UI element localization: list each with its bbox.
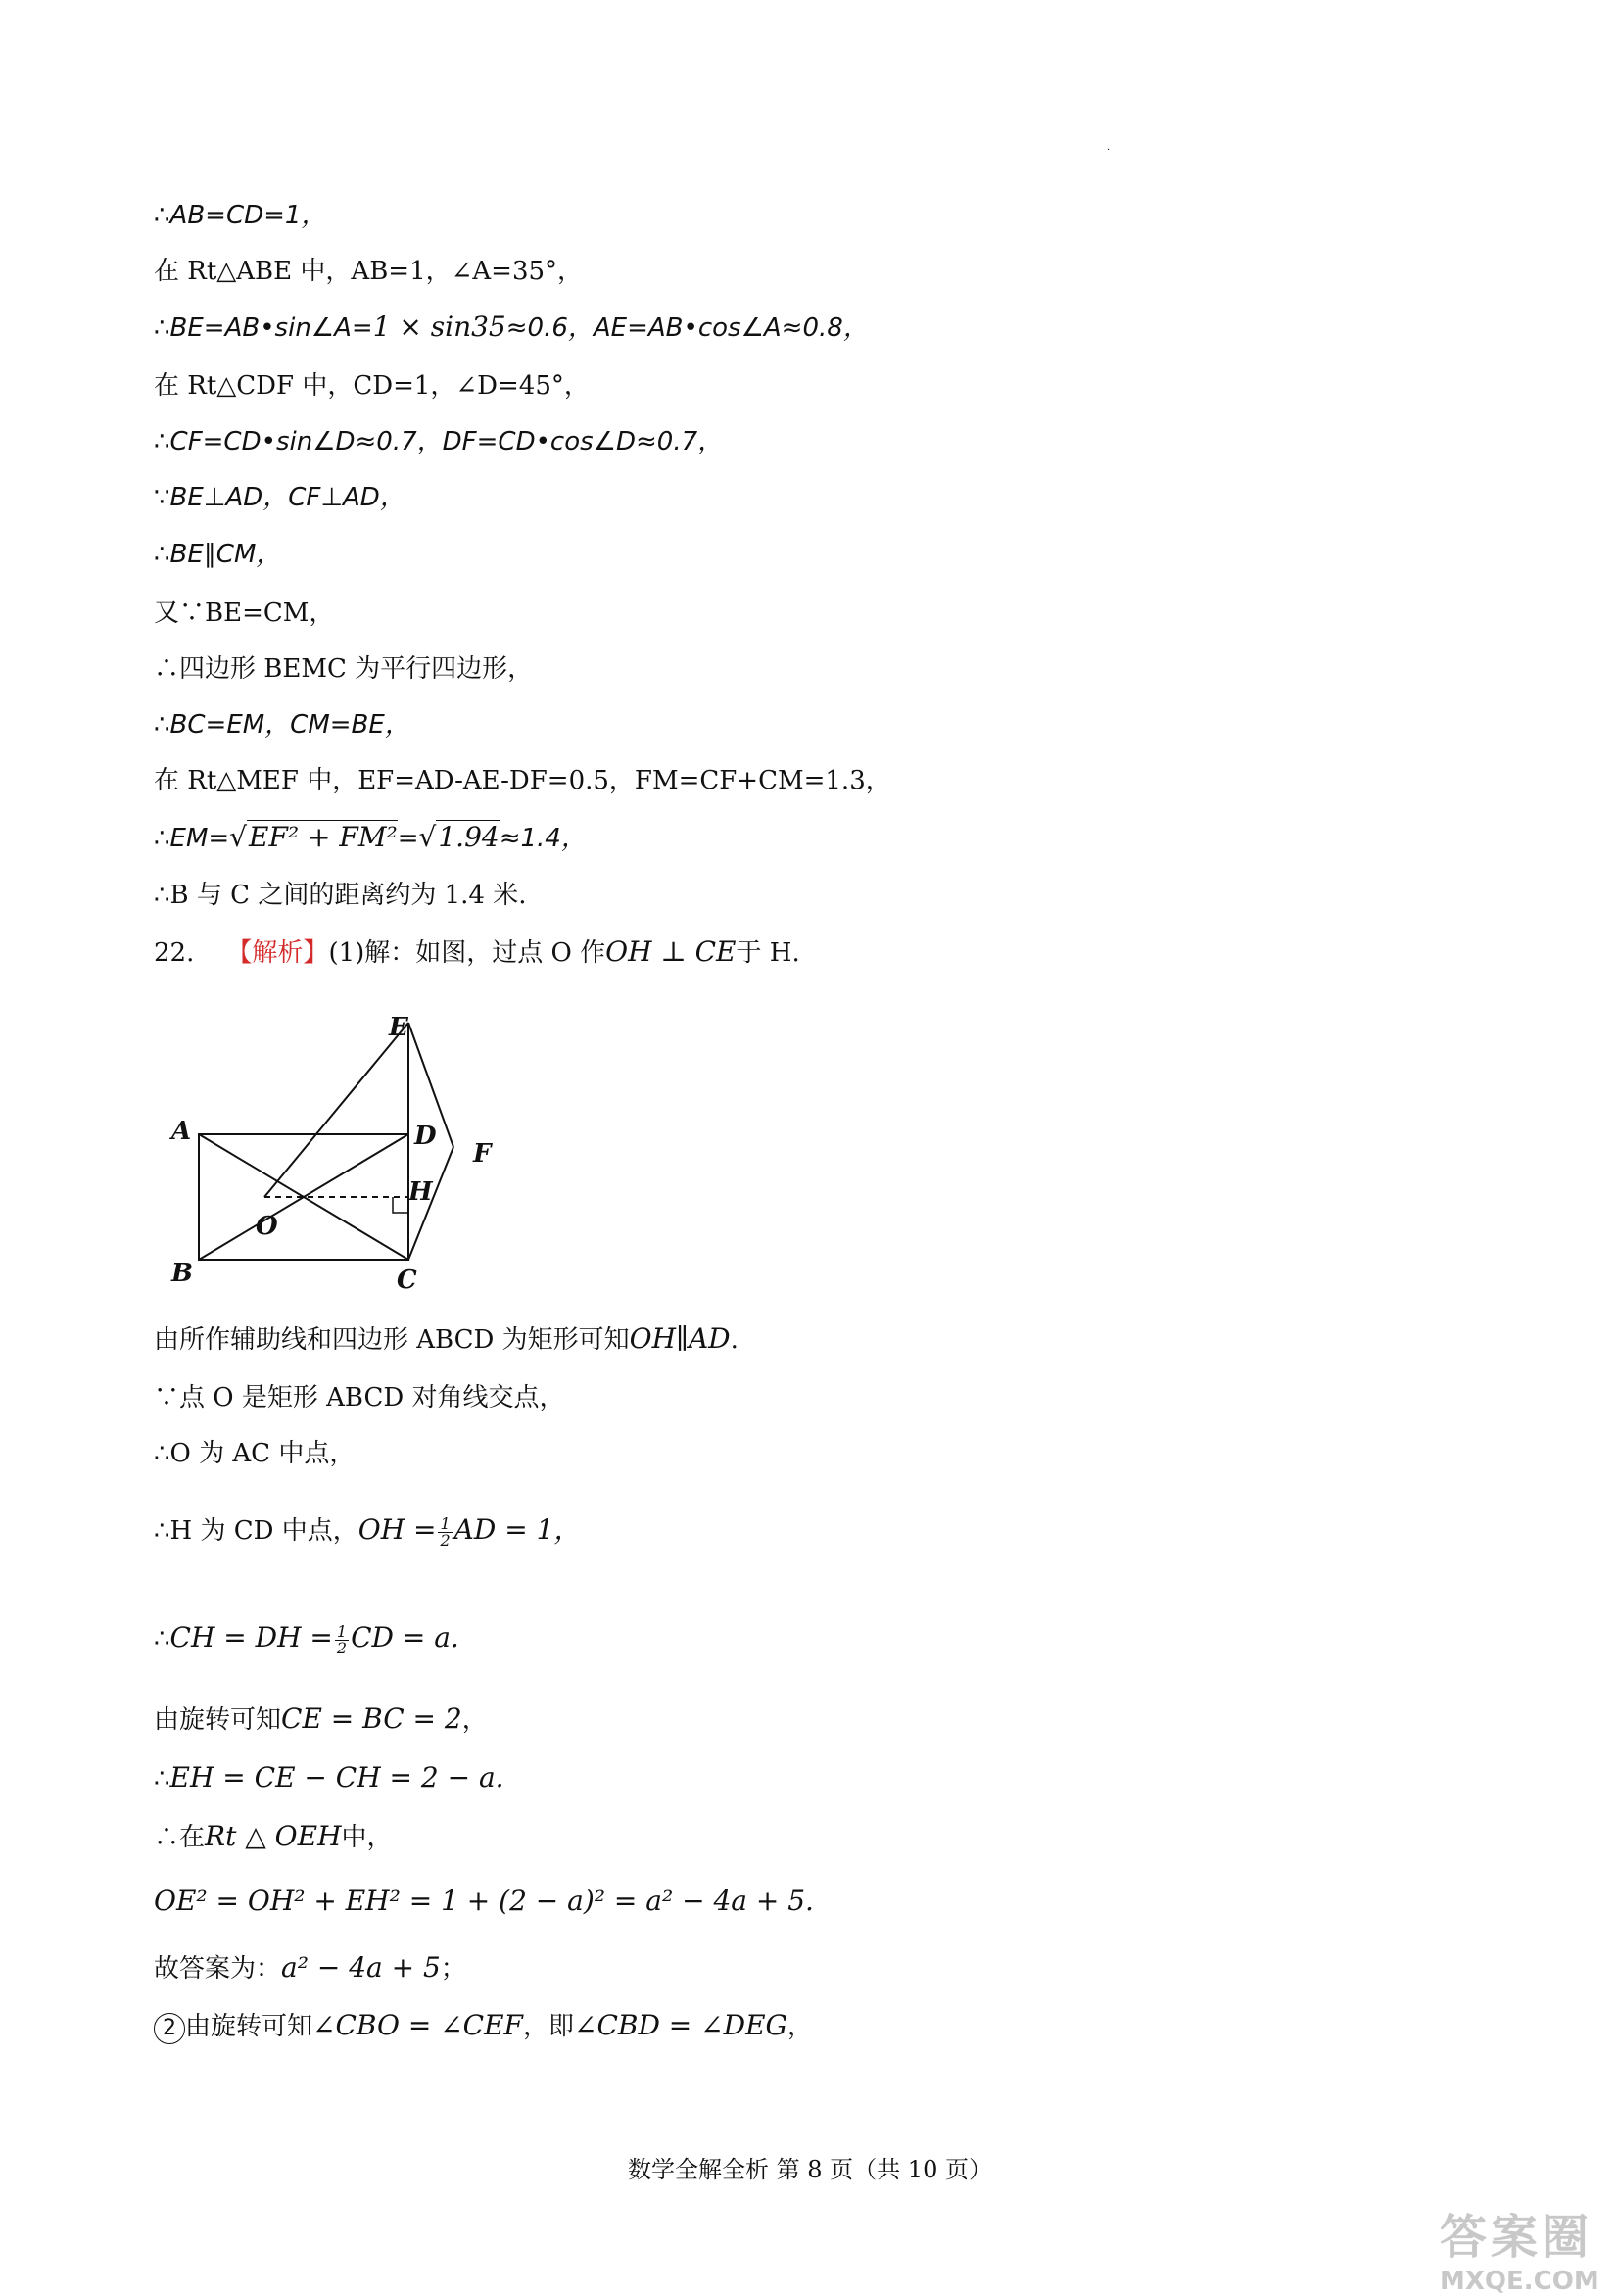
text-line: ∵点 O 是矩形 ABCD 对角线交点，	[154, 1383, 565, 1412]
text-line: ∵BE⊥AD，CF⊥AD，	[154, 483, 405, 512]
text-line: ∴BE=AB•sin∠A=1 × sin35≈0.6，AE=AB•cos∠A≈0.8，	[154, 311, 869, 343]
label-d: D	[414, 1122, 437, 1151]
text-line: ∴BC=EM，CM=BE，	[154, 710, 410, 740]
circled-number: 2	[154, 2013, 185, 2044]
label-e: E	[389, 1014, 408, 1042]
text-line: 2 由旋转可知∠CBO = ∠CEF，即∠CBD = ∠DEG，	[154, 2009, 813, 2044]
label-o: O	[256, 1212, 278, 1241]
label-a: A	[171, 1117, 192, 1146]
text-line: 故答案为：a² − 4a + 5；	[154, 1951, 466, 1984]
text-line: 由所作辅助线和四边形 ABCD 为矩形可知OH∥AD.	[154, 1322, 739, 1355]
text-line: ∴CH = DH = $\frac{1}{2}$ CD = a.	[154, 1621, 459, 1657]
text-line: ∴O 为 AC 中点，	[154, 1439, 356, 1468]
label-b: B	[171, 1259, 193, 1288]
text-line: ∴CF=CD•sin∠D≈0.7，DF=CD•cos∠D≈0.7，	[154, 427, 724, 456]
text-line: ∴H 为 CD 中点，OH = $\frac{1}{2}$ AD = 1，	[154, 1513, 582, 1550]
text-line: ∴四边形 BEMC 为平行四边形，	[154, 654, 534, 684]
stray-dot: ·	[1107, 145, 1111, 156]
text-line: ∴B 与 C 之间的距离约为 1.4 米.	[154, 881, 527, 910]
text-line: ∴在Rt △ OEH中，	[154, 1820, 393, 1852]
text-line: OE² = OH² + EH² = 1 + (2 − a)² = a² − 4a + 5.	[154, 1885, 814, 1917]
text-line: ∴BE∥CM，	[154, 540, 282, 569]
label-c: C	[397, 1266, 417, 1295]
label-h: H	[408, 1177, 433, 1207]
analysis-tag: 【解析】	[226, 938, 329, 968]
text-line: 在 Rt△MEF 中，EF=AD-AE-DF=0.5，FM=CF+CM=1.3，	[154, 766, 891, 795]
text-line: ∴EM=√EF² + FM²=√1.94≈1.4，	[154, 821, 587, 853]
watermark-logo: 答案圈 MXQE.COM	[1440, 2210, 1599, 2296]
geometry-figure	[162, 1014, 514, 1298]
right-angle-mark	[393, 1197, 408, 1213]
text-line: 在 Rt△CDF 中，CD=1，∠D=45°，	[154, 371, 590, 401]
label-f: F	[473, 1139, 492, 1169]
text-line: 又∵BE=CM，	[154, 598, 335, 628]
text-line: 由旋转可知CE = BC = 2，	[154, 1702, 488, 1735]
text-line: ∴EH = CE − CH = 2 − a.	[154, 1761, 504, 1794]
segment-oe	[264, 1023, 408, 1197]
page-footer: 数学全解全析 第 8 页（共 10 页）	[628, 2156, 992, 2183]
question-heading: 22. 【解析】(1)解：如图，过点 O 作OH ⊥ CE于 H.	[154, 935, 800, 968]
text-line: ∴AB=CD=1，	[154, 201, 327, 230]
text-line: 在 Rt△ABE 中，AB=1，∠A=35°，	[154, 257, 584, 286]
